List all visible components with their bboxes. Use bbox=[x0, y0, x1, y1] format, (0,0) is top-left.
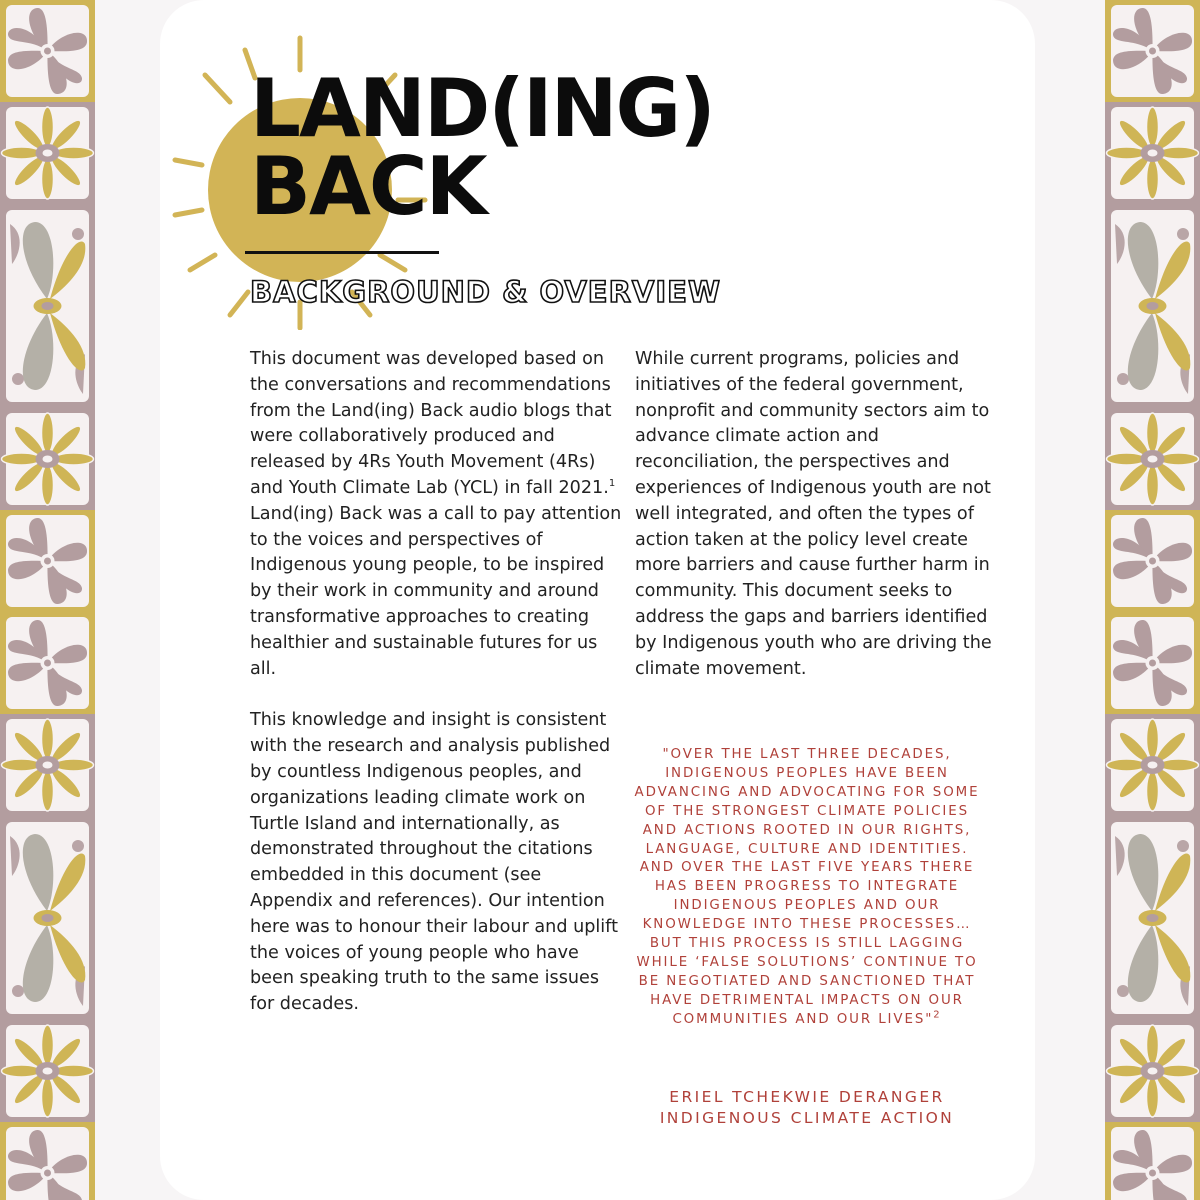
title-line-1: LAND(ING) bbox=[250, 62, 714, 155]
quote-author-name: ERIEL TCHEKWIE DERANGER bbox=[669, 1088, 945, 1106]
footnote-marker: 1 bbox=[608, 478, 616, 490]
title-line-2: BACK bbox=[250, 140, 486, 233]
page-title bbox=[250, 62, 714, 233]
section-subtitle: BACKGROUND & OVERVIEW bbox=[250, 275, 721, 309]
left-paragraph-1-continued: Land(ing) Back was a call to pay attention to the voices and perspectives of Indigenous young people, to be inspired by their work in community and around transformative approaches to creating healthier and sustainable futures for us all. bbox=[250, 503, 622, 679]
floral-border-left bbox=[0, 0, 95, 1200]
right-column bbox=[635, 347, 1007, 682]
left-paragraph-1-text: This document was developed based on the conversations and recommendations from the Land(ing) Back audio blogs that were collaboratively produced and released by 4Rs Youth Movement (4Rs) and Youth Climate Lab (YCL) in fall 2021. bbox=[250, 349, 612, 498]
floral-border-right bbox=[1105, 0, 1200, 1200]
pull-quote-text: "OVER THE LAST THREE DECADES, INDIGENOUS PEOPLES HAVE BEEN ADVANCING AND ADVOCATING FOR SOME OF THE STRONGEST CLIMATE POLICIES AND ACTIONS ROOTED IN OUR RIGHTS, LANGUAGE, CULTURE AND IDENTITIES. AND OVER THE LAST FIVE YEARS THERE HAS BEEN PROGRESS TO INTEGRATE INDIGENOUS PEOPLES AND OUR KNOWLEDGE INTO THESE PROCESSES… BUT THIS PROCESS IS STILL LAGGING WHILE ‘FALSE SOLUTIONS’ CONTINUE TO BE NEGOTIATED AND SANCTIONED THAT HAVE DETRIMENTAL IMPACTS ON OUR COMMUNITIES AND OUR LIVES" bbox=[634, 747, 980, 1027]
left-paragraph-2: This knowledge and insight is consistent with the research and analysis published by countless Indigenous peoples, and organizations leading climate work on Turtle Island and internationally, as demonstrated throughout the citations embedded in this document (see Appendix and references). Our intention here was to honour their labour and uplift the voices of young people who have been speaking truth to the same issues for decades. bbox=[250, 710, 618, 1015]
left-paragraph-1 bbox=[250, 347, 622, 682]
right-paragraph-1: While current programs, policies and initiatives of the federal government, nonprofit and community sectors aim to advance climate action and reconciliation, the perspectives and experiences of Indigenous youth are not well integrated, and often the types of action taken at the policy level create more barriers and cause further harm in community. This document seeks to address the gaps and barriers identified by Indigenous youth who are driving the climate movement. bbox=[635, 349, 992, 679]
pull-quote bbox=[632, 746, 982, 1030]
quote-footnote-marker: 2 bbox=[933, 1009, 942, 1021]
quote-attribution bbox=[632, 1087, 982, 1129]
left-column bbox=[250, 347, 622, 1018]
quote-author-organization: INDIGENOUS CLIMATE ACTION bbox=[659, 1109, 955, 1127]
title-divider bbox=[245, 251, 439, 254]
